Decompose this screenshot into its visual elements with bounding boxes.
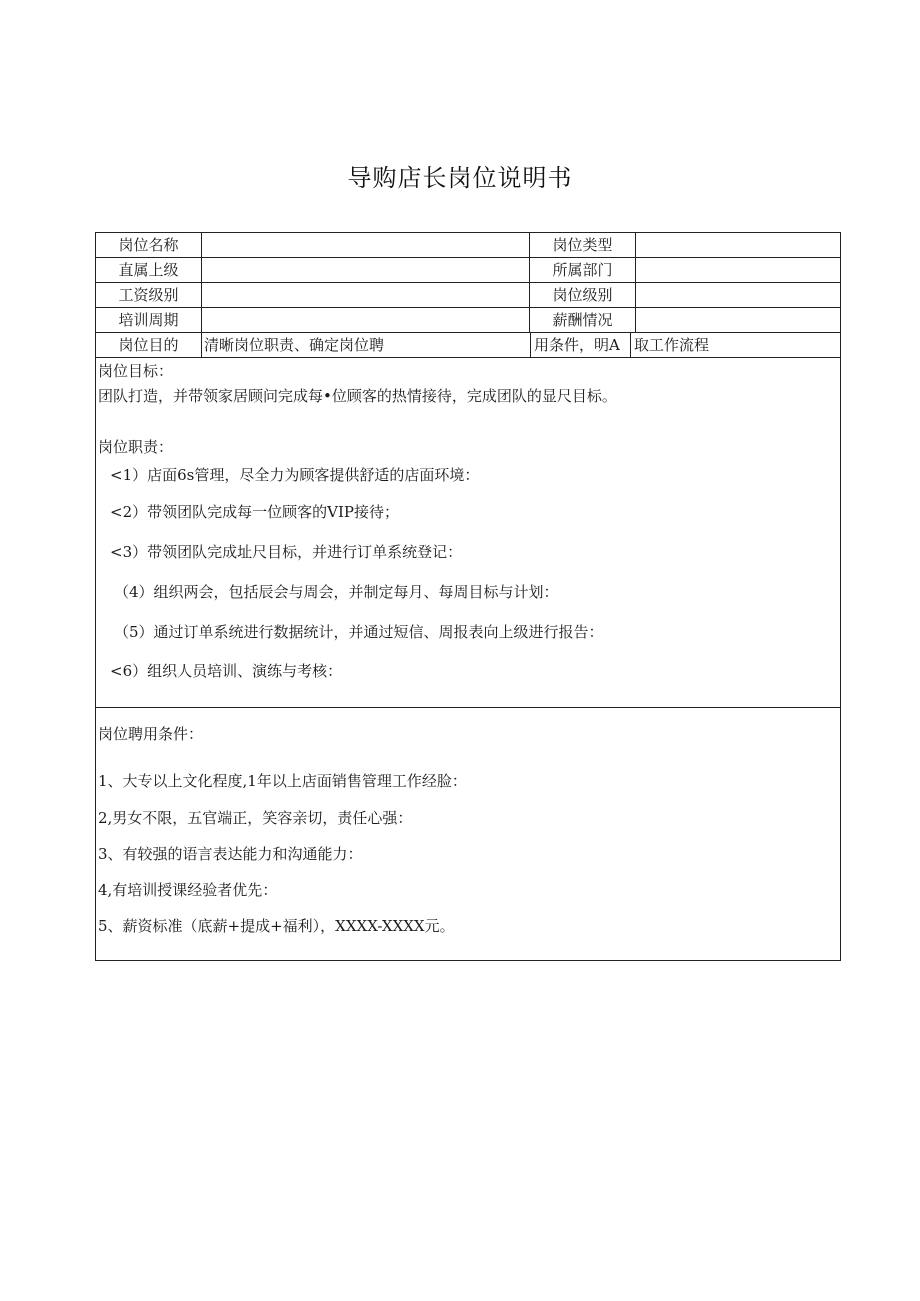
purpose-divider (530, 333, 531, 357)
requirement-item: 4,有培训授课经验者优先： (98, 881, 278, 899)
duty-item: （4）组织两会，包括辰会与周会，并制定每月、每周目标与计划： (114, 583, 559, 601)
page-title: 导购店长岗位说明书 (347, 164, 573, 192)
table-row (96, 258, 840, 283)
duty-item: （5）通过订单系统进行数据统计，并通过短信、周报表向上级进行报告： (114, 623, 604, 641)
label-training-period: 培训周期 (96, 308, 202, 332)
duty-item: <3）带领团队完成址尺目标，并进行订单系统登记： (110, 543, 463, 561)
field-training-period[interactable] (202, 308, 530, 332)
table-row-purpose (96, 333, 840, 358)
table-row (96, 308, 840, 333)
field-position-purpose (202, 333, 840, 357)
table-row (96, 233, 840, 258)
field-direct-superior[interactable] (202, 258, 530, 282)
requirement-item: 3、有较强的语言表达能力和沟通能力： (98, 845, 363, 863)
purpose-text-part2: 用条件，明A (534, 336, 620, 354)
label-compensation: 薪酬情况 (530, 308, 636, 332)
purpose-text-part1: 清晰岗位职责、确定岗位聘 (204, 336, 385, 354)
requirements-heading: 岗位聘用条件： (98, 725, 204, 743)
field-department[interactable] (636, 258, 840, 282)
duty-item: <1）店面6s管理，尽全力为顾客提供舒适的店面环境： (110, 466, 480, 484)
requirement-item: 2,男女不限，五官端正，笑容亲切，责任心强： (98, 809, 413, 827)
label-department: 所属部门 (530, 258, 636, 282)
field-compensation[interactable] (636, 308, 840, 332)
purpose-text-part3: 取工作流程 (634, 336, 710, 354)
goals-duties-section (96, 358, 840, 708)
field-position-level[interactable] (636, 283, 840, 307)
field-position-type[interactable] (636, 233, 840, 257)
requirement-item: 5、薪资标准（底薪+提成+福利），XXXX-XXXX元。 (98, 917, 455, 935)
label-position-name: 岗位名称 (96, 233, 202, 257)
label-position-type: 岗位类型 (530, 233, 636, 257)
goal-heading: 岗位目标： (98, 362, 174, 380)
duties-heading: 岗位职责： (98, 438, 174, 456)
job-description-form (95, 232, 841, 961)
duty-item: <6）组织人员培训、演练与考核： (110, 662, 343, 680)
duty-item: <2）带领团队完成每一位顾客的VIP接待； (110, 503, 399, 521)
goal-text: 团队打造，并带领家居顾问完成每•位顾客的热情接待，完成团队的显尺目标。 (98, 387, 617, 405)
table-row (96, 283, 840, 308)
field-salary-grade[interactable] (202, 283, 530, 307)
label-position-purpose: 岗位目的 (96, 333, 202, 357)
field-position-name[interactable] (202, 233, 530, 257)
label-direct-superior: 直属上级 (96, 258, 202, 282)
requirement-item: 1、大专以上文化程度,1年以上店面销售管理工作经脸： (98, 772, 467, 790)
purpose-divider (630, 333, 631, 357)
label-position-level: 岗位级别 (530, 283, 636, 307)
label-salary-grade: 工资级别 (96, 283, 202, 307)
requirements-section (96, 708, 840, 960)
